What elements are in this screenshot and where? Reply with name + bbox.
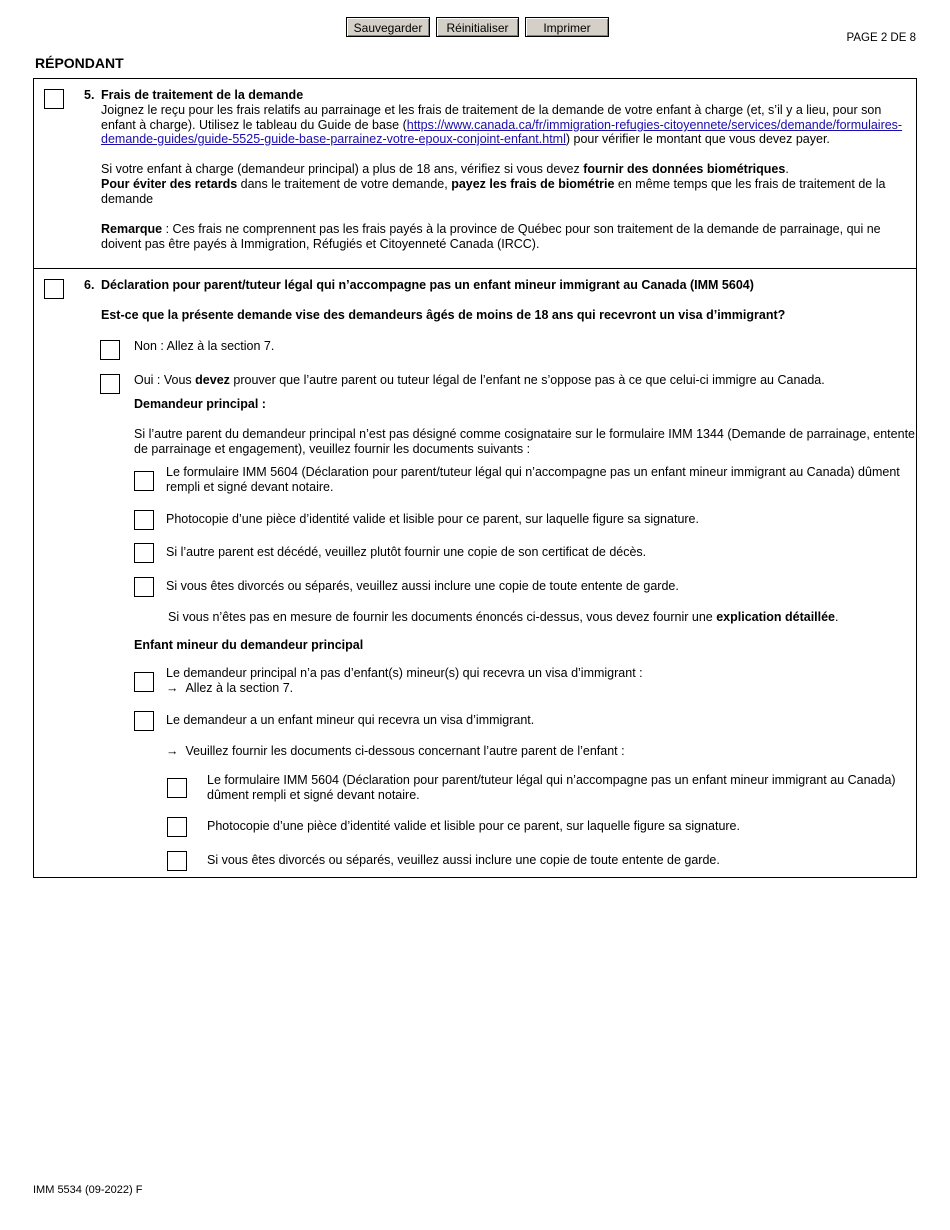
minor-none-checkbox[interactable]: [134, 672, 154, 692]
item5-biometrics-line: Si votre enfant à charge (demandeur principal) a plus de 18 ans, vérifiez si vous devez fournir des données biométriques.: [101, 162, 789, 176]
child-doc-imm5604-line1: Le formulaire IMM 5604 (Déclaration pour parent/tuteur légal qui n’accompagne pas un enfant mineur immigrant au Canada): [207, 773, 896, 787]
doc-custody-label: Si vous êtes divorcés ou séparés, veuillez aussi inclure une copie de toute entente de garde.: [166, 579, 679, 593]
save-button[interactable]: Sauvegarder: [346, 17, 430, 37]
guide-link-continued[interactable]: demande-guides/guide-5525-guide-base-parrainez-votre-epoux-conjoint-enfant.html: [101, 132, 566, 146]
doc-imm5604-line2: rempli et signé devant notaire.: [166, 480, 334, 494]
principal-heading: Demandeur principal :: [134, 397, 266, 411]
item5-text-line1: Joignez le reçu pour les frais relatifs au parrainage et les frais de traitement de la demande de votre enfant à charge (et, s’il y a lieu, pour son: [101, 103, 882, 117]
print-button[interactable]: Imprimer: [525, 17, 609, 37]
child-doc-imm5604-checkbox[interactable]: [167, 778, 187, 798]
minor-heading: Enfant mineur du demandeur principal: [134, 638, 364, 652]
child-doc-custody-label: Si vous êtes divorcés ou séparés, veuillez aussi inclure une copie de toute entente de garde.: [207, 853, 720, 867]
principal-intro-line1: Si l’autre parent du demandeur principal n’est pas désigné comme cosignataire sur le formulaire IMM 1344 (Demande de parrainage, entente: [134, 427, 915, 441]
non-label: Non : Allez à la section 7.: [134, 339, 275, 353]
child-doc-id-label: Photocopie d’une pièce d’identité valide et lisible pour ce parent, sur laquelle figure sa signature.: [207, 819, 740, 833]
minor-none-goto: → Allez à la section 7.: [166, 681, 294, 695]
reset-button[interactable]: Réinitialiser: [436, 17, 519, 37]
item5-remark-line2: doivent pas être payés à Immigration, Réfugiés et Citoyenneté Canada (IRCC).: [101, 237, 540, 251]
doc-death-label: Si l’autre parent est décédé, veuillez plutôt fournir une copie de son certificat de décès.: [166, 545, 647, 559]
minor-has-label: Le demandeur a un enfant mineur qui recevra un visa d’immigrant.: [166, 713, 535, 727]
form-code: IMM 5534 (09-2022) F: [33, 1184, 143, 1196]
oui-checkbox[interactable]: [100, 374, 120, 394]
non-checkbox[interactable]: [100, 340, 120, 360]
principal-intro-line2: de parrainage et engagement), veuillez fournir les documents suivants :: [134, 442, 531, 456]
doc-custody-checkbox[interactable]: [134, 577, 154, 597]
arrow-icon: →: [166, 681, 179, 695]
arrow-icon: →: [166, 744, 179, 758]
item5-title: Frais de traitement de la demande: [101, 88, 304, 102]
doc-imm5604-checkbox[interactable]: [134, 471, 154, 491]
item5-delays-line2: demande: [101, 192, 154, 206]
doc-death-checkbox[interactable]: [134, 543, 154, 563]
guide-link[interactable]: https://www.canada.ca/fr/immigration-refugies-citoyennete/services/demande/formulaires-: [406, 118, 903, 132]
item5-remark-line1: Remarque : Ces frais ne comprennent pas les frais payés à la province de Québec pour son traitement de la demande de parrainage, qui ne: [101, 222, 881, 236]
item5-delays-line: Pour éviter des retards dans le traitement de votre demande, payez les frais de biométrie en même temps que les frais de traitement de la: [101, 177, 886, 191]
child-doc-custody-checkbox[interactable]: [167, 851, 187, 871]
item6-question: Est-ce que la présente demande vise des demandeurs âgés de moins de 18 ans qui recevront un visa d’immigrant?: [101, 308, 786, 322]
minor-provide-line: → Veuillez fournir les documents ci-dessous concernant l’autre parent de l’enfant :: [166, 744, 625, 758]
doc-id-checkbox[interactable]: [134, 510, 154, 530]
page-number: PAGE 2 DE 8: [846, 32, 916, 44]
section-title: RÉPONDANT: [35, 55, 124, 71]
item5-checkbox[interactable]: [44, 89, 64, 109]
item6-number: 6.: [84, 278, 95, 292]
child-doc-id-checkbox[interactable]: [167, 817, 187, 837]
child-doc-imm5604-line2: dûment rempli et signé devant notaire.: [207, 788, 420, 802]
doc-id-label: Photocopie d’une pièce d’identité valide et lisible pour ce parent, sur laquelle figure sa signature.: [166, 512, 699, 526]
item5-text-line3: demande-guides/guide-5525-guide-base-parrainez-votre-epoux-conjoint-enfant.html) pour vérifier le montant que vous devez payer.: [101, 132, 830, 146]
item5-number: 5.: [84, 88, 95, 102]
minor-has-checkbox[interactable]: [134, 711, 154, 731]
item6-title: Déclaration pour parent/tuteur légal qui n’accompagne pas un enfant mineur immigrant au Canada (IMM 5604): [101, 278, 754, 292]
explanation-note: Si vous n’êtes pas en mesure de fournir les documents énoncés ci-dessus, vous devez fournir une explication détaillée.: [168, 610, 839, 624]
item6-checkbox[interactable]: [44, 279, 64, 299]
minor-none-label: Le demandeur principal n’a pas d’enfant(s) mineur(s) qui recevra un visa d’immigrant :: [166, 666, 643, 680]
doc-imm5604-line1: Le formulaire IMM 5604 (Déclaration pour parent/tuteur légal qui n’accompagne pas un enfant mineur immigrant au Canada) dûment: [166, 465, 900, 479]
item5-text-line2: enfant à charge). Utilisez le tableau du Guide de base (https://www.canada.ca/fr/immigration-refugies-citoyennete/services/demande/formulaires-: [101, 118, 903, 132]
oui-label: Oui : Vous devez prouver que l’autre parent ou tuteur légal de l’enfant ne s’oppose pas à ce que celui-ci immigre au Canada.: [134, 373, 825, 387]
